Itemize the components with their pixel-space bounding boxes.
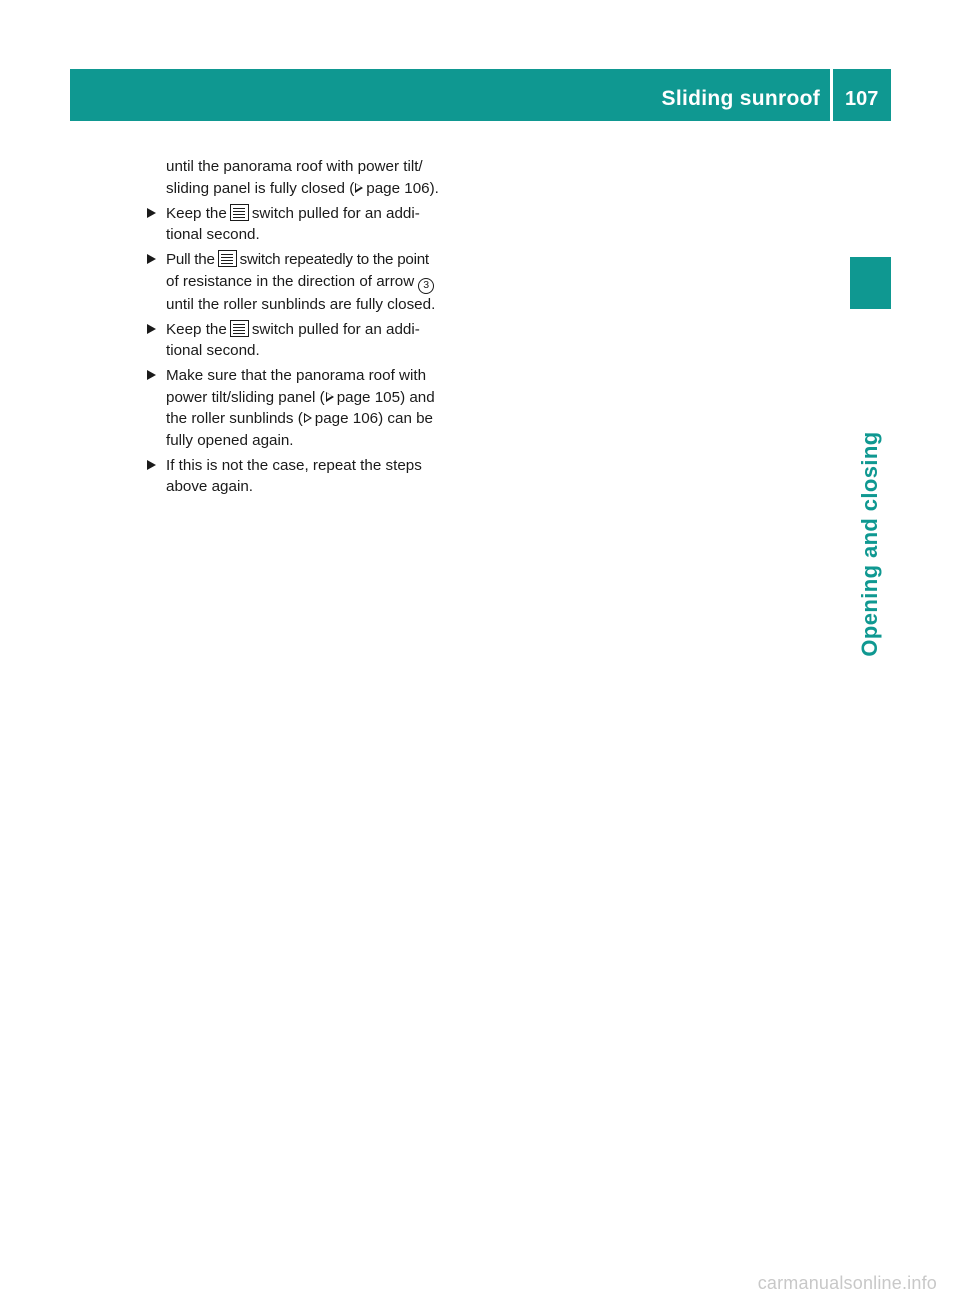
step-1: Keep the switch pulled for an addi- tional second. <box>146 203 486 246</box>
triangle-bullet-icon <box>147 254 156 264</box>
page-reference-arrow-icon <box>326 392 334 402</box>
page-link[interactable]: page 106 <box>314 410 379 427</box>
triangle-bullet-icon <box>147 208 156 218</box>
chapter-label: Opening and closing <box>857 431 882 657</box>
step-5: If this is not the case, repeat the steps above again. <box>146 455 486 498</box>
page-reference-arrow-icon <box>304 413 312 423</box>
intro-line-1: until the panorama roof with power tilt/ <box>166 158 423 175</box>
triangle-bullet-icon <box>147 460 156 470</box>
intro-paragraph <box>146 156 486 199</box>
page-link[interactable]: page 105 <box>336 388 401 406</box>
triangle-bullet-icon <box>147 370 156 380</box>
page-number: 107 <box>845 88 879 110</box>
triangle-bullet-icon <box>147 324 156 334</box>
step-2: Pull the switch repeatedly to the point of resistance in the direction of arrow 3 until the roller sunblinds are fully closed. <box>146 249 486 315</box>
circled-number-icon: 3 <box>418 278 434 294</box>
section-title: Sliding sunroof <box>661 87 820 110</box>
sunblind-switch-icon <box>218 250 237 267</box>
step-3: Keep the switch pulled for an addi- tional second. <box>146 319 486 362</box>
chapter-tab <box>850 257 891 309</box>
instructions <box>146 156 486 501</box>
intro-line-2: sliding panel is fully closed ( page 106). <box>166 179 439 197</box>
step-4: Make sure that the panorama roof with power tilt/sliding panel ( page 105) and the roller sunblinds ( page 106) can be fully opened again. <box>146 365 486 451</box>
watermark: carmanualsonline.info <box>757 1273 937 1293</box>
page-reference-arrow-icon <box>355 183 363 193</box>
sunblind-switch-icon <box>230 204 249 221</box>
page-link[interactable]: page 106 <box>366 179 430 197</box>
header-divider <box>830 69 833 121</box>
sunblind-switch-icon <box>230 320 249 337</box>
